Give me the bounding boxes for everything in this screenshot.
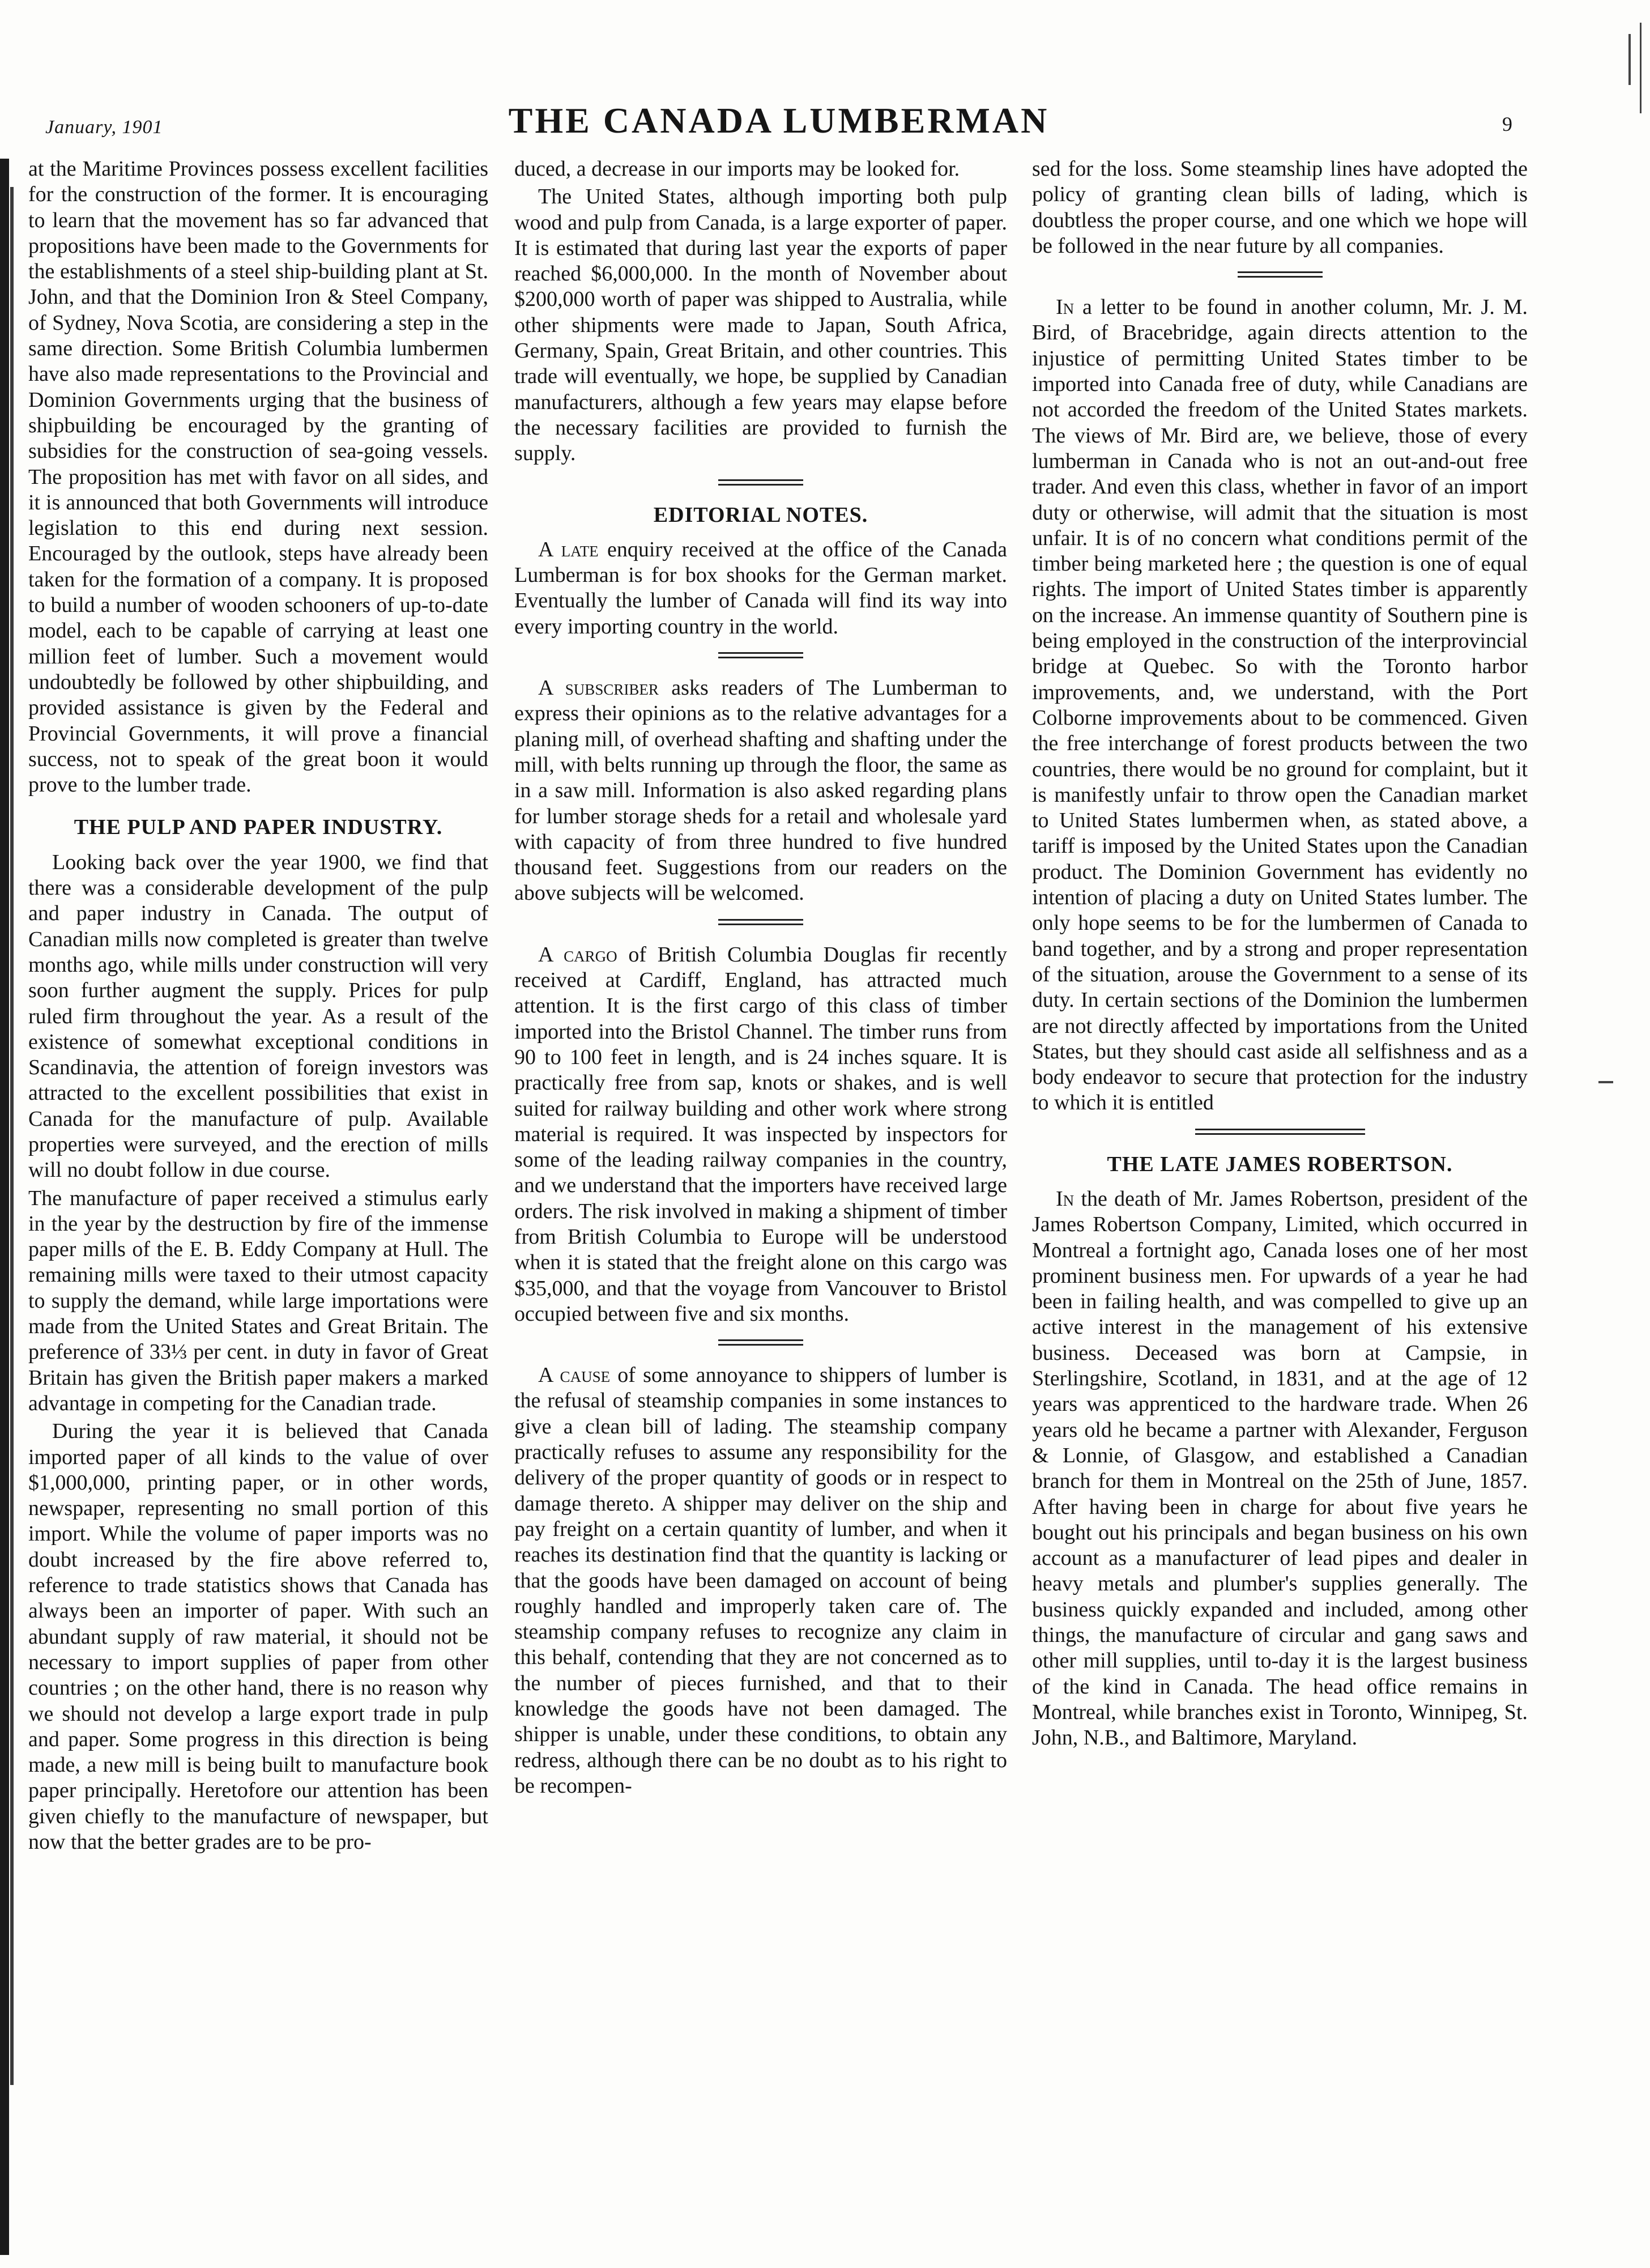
column-3 (1032, 156, 1528, 1754)
obituary-robertson (1032, 1186, 1528, 1751)
note-box-shooks (514, 537, 1007, 640)
note-lead: A cause (538, 1363, 611, 1388)
note-text: asks readers of The Lumberman to express their opinions as to the relative advantages for a planing mill, of overhead shafting and shafting under the mill, with belts running up through the floor, the same as in a saw mill. Information is also asked regarding plans for lumber storage sheds for a retail and wholesale yard with capacity of from three hundred to five hundred thousand feet. Suggestions from our readers on the above subjects will be welcomed. (514, 676, 1007, 905)
margin-mark (1598, 1081, 1613, 1083)
note-douglas-fir (514, 942, 1007, 1327)
note-lead: A late (538, 537, 599, 561)
masthead-title: THE CANADA LUMBERMAN (508, 100, 1050, 141)
note-text: a letter to be found in another column, Mr. J. M. Bird, of Bracebridge, again directs attention to the injustice of permitting United States timber to be imported into Canada free of duty, while Canadians are not accorded the freedom of the United States markets. The views of Mr. Bird are, we believe, those of every lumberman in Canada who is not an out-and-out free trader. And even this class, whether in favor of an import duty or otherwise, will admit that the situation is most unfair. It is of no concern what conditions permit of the timber being marketed here ; the question is one of equal rights. The import of United States timber is apparently on the increase. An immense quantity of Southern pine is being employed in the construction of the interprovincial bridge at Quebec. So with the Toronto harbor improvements, and, we understand, with the Port Colborne improvements about to be commenced. Given the free interchange of forest products between the two countries, there would be no ground for complaint, but it is manifestly unfair to throw open the Canadian market to United States lumbermen when, as stated above, a tariff is imposed by the United States upon the Canadian product. The Dominion Government has evidently no intention of placing a duty on United States lumber. The only hope seems to be for the lumbermen of Canada to band together, and by a strong and proper representation of the situation, arouse the Government to a sense of its duty. In certain sections of the Dominion the lumbermen are not directly affected by importations from the United States, but they should cast aside all selfishness and as a body endeavor to secure that protection for the industry to which it is entitled (1032, 295, 1528, 1115)
note-lead: In (1056, 1186, 1075, 1211)
binding-edge (0, 159, 9, 2255)
page-edge-mark (1628, 34, 1631, 85)
paragraph-us-exports: The United States, although importing both pulp wood and pulp from Canada, is a large exporter of paper. It is estimated that during last year the exports of paper reached $6,000,000. In the month of November about $200,000 worth of paper was shipped to Australia, while other shipments were made to Japan, South Africa, Germany, Spain, Great Britain, and other countries. This trade will eventually, we hope, be supplied by Canadian manufacturers, although a few years may elapse before the necessary facilities are provided to furnish the supply. (514, 185, 1007, 466)
column-2 (514, 156, 1007, 1801)
paragraph-imports: duced, a decrease in our imports may be looked for. (514, 157, 960, 181)
paragraph-pulp-1: Looking back over the year 1900, we find that there was a considerable development of the pulp and paper industry in Canada. The output of Canadian mills now completed is greater than twelve months ago, while mills under construction will very soon further augment the supply. Prices for pulp ruled firm throughout the year. As a result of the existence of somewhat exceptional conditions in Scandinavia, the attention of foreign investors was attracted to the excellent possibilities that exist in Canada for the manufacture of pulp. Available properties were surveyed, and the erection of mills will no doubt follow in due course. (28, 850, 488, 1182)
note-lead: In (1056, 295, 1075, 320)
note-lead: A subscriber (538, 676, 659, 700)
binding-shadow (10, 187, 14, 2085)
paragraph-loss: sed for the loss. Some steamship lines have adopted the policy of granting clean bills of lading, which is doubtless the proper course, and one which we hope will be followed in the near future by all companies. (1032, 157, 1528, 258)
divider (514, 652, 1007, 658)
page-header (45, 100, 1512, 151)
column-1 (28, 156, 488, 1857)
page-edge-mark (1640, 23, 1642, 113)
heading-pulp-paper: THE PULP AND PAPER INDUSTRY. (74, 815, 443, 840)
divider (1032, 1129, 1528, 1135)
note-planing-mill (514, 675, 1007, 907)
note-text: enquiry received at the office of the Canada Lumberman is for box shooks for the German market. Eventually the lumber of Canada will find its way into every importing country in the world. (514, 537, 1007, 639)
note-text: the death of Mr. James Robertson, president of the James Robertson Company, Limited, which occurred in Montreal a fortnight ago, Canada loses one of her most prominent business men. For upwards of a year he had been in failing health, and was compelled to give up an active interest in the management of his extensive business. Deceased was born at Campsie, in Sterlingshire, Scotland, in 1831, and at the age of 12 years was apprenticed to the hardware trade. When 26 years old he became a partner with Alexander, Ferguson & Lonnie, of Glasgow, and established a Canadian branch for them in Montreal on the 25th of June, 1857. After having been in charge for about five years he bought out his principals and began business on his own account as a manufacturer of lead pipes and dealer in heavy metals and plumber's supplies generally. The business quickly expanded and included, among other things, the manufacture of circular and gang saws and other mill supplies, until to-day it is the largest business of the kind in Canada. The head office remains in Montreal, while branches exist in Toronto, Winnipeg, St. John, N.B., and Baltimore, Maryland. (1032, 1186, 1528, 1750)
note-bird-letter (1032, 295, 1528, 1116)
paragraph-shipbuilding: at the Maritime Provinces possess excellent facilities for the construction of the former. It is encouraging to learn that the movement has so far advanced that propositions have been made to the Governments for the establishments of a steel ship-building plant at St. John, and that the Dominion Iron & Steel Company, of Sydney, Nova Scotia, are considering a step in the same direction. Some British Columbia lumbermen have also made representations to the Provincial and Dominion Governments urging that the business of shipbuilding be encouraged by the granting of subsidies for the construction of sea-going vessels. The proposition has met with favor on all sides, and it is announced that both Governments will introduce legislation to this end during next session. Encouraged by the outlook, steps have already been taken for the formation of a company. It is proposed to build a number of wooden schooners of up-to-date model, each to be capable of carrying at least one million feet of lumber. Such a movement would undoubtedly be followed by other shipbuilding, and provided assistance is given by the Federal and Provincial Governments, it will prove a financial success, not to speak of the great boon it would prove to the lumber trade. (28, 157, 488, 797)
divider (514, 919, 1007, 925)
note-bill-of-lading (514, 1363, 1007, 1799)
issue-date: January, 1901 (45, 117, 163, 138)
heading-robertson: THE LATE JAMES ROBERTSON. (1107, 1152, 1453, 1176)
note-text: of some annoyance to shippers of lumber is the refusal of steamship companies in some instances to give a clean bill of lading. The steamship company practically refuses to assume any responsibility for the delivery of the proper quantity of goods or in respect to damage thereto. A shipper may deliver on the ship and pay freight on a certain quantity of lumber, and when it reaches its destination find that the quantity is lacking or that the goods have been damaged on account of being roughly handled and improperly taken care of. The steamship company refuses to recognize any claim in this behalf, contending that they are not concerned as to the number of pieces furnished, and that to their knowledge the goods have not been damaged. The shipper is unable, under these conditions, to obtain any redress, although there can be no doubt as to his right to be recompen- (514, 1363, 1007, 1798)
note-lead: A cargo (538, 942, 617, 967)
page-number: 9 (1502, 113, 1512, 135)
paragraph-pulp-2: The manufacture of paper received a stimulus early in the year by the destruction by fire of the immense paper mills of the E. B. Eddy Company at Hull. The remaining mills were taxed to their utmost capacity to supply the demand, while large importations were made from the United States and Great Britain. The preference of 33⅓ per cent. in duty in favor of Great Britain has given the British paper makers a marked advantage in competing for the Canadian trade. (28, 1186, 488, 1415)
divider (514, 1339, 1007, 1346)
divider (1032, 271, 1528, 278)
note-text: of British Columbia Douglas fir recently received at Cardiff, England, has attracted much attention. It is the first cargo of this class of timber imported into the Bristol Channel. The timber runs from 90 to 100 feet in length, and is 24 inches square. It is practically free from sap, knots or shakes, and is well suited for railway building and other work where strong material is required. It was inspected by inspectors for some of the leading railway companies in the country, and we understand that the importers have received large orders. The risk involved in making a shipment of timber from British Columbia to Europe will be understood when it is stated that the freight alone on this cargo was $35,000, and that the voyage from Vancouver to Bristol occupied between five and six months. (514, 942, 1007, 1326)
divider (514, 479, 1007, 486)
heading-editorial-notes: EDITORIAL NOTES. (653, 503, 868, 527)
paragraph-pulp-3: During the year it is believed that Canada imported paper of all kinds to the value of over $1,000,000, printing paper, or in other words, newspaper, representing no small portion of this import. While the volume of paper imports was no doubt increased by the fire above referred to, reference to trade statistics shows that Canada has always been an importer of paper. With such an abundant supply of raw material, it should not be necessary to import supplies of paper from other countries ; on the other hand, there is no reason why we should not develop a large export trade in pulp and paper. Some progress in this direction is being made, a new mill is being built to manufacture book paper principally. Heretofore our attention has been given chiefly to the manufacture of newspaper, but now that the better grades are to be pro- (28, 1419, 488, 1854)
